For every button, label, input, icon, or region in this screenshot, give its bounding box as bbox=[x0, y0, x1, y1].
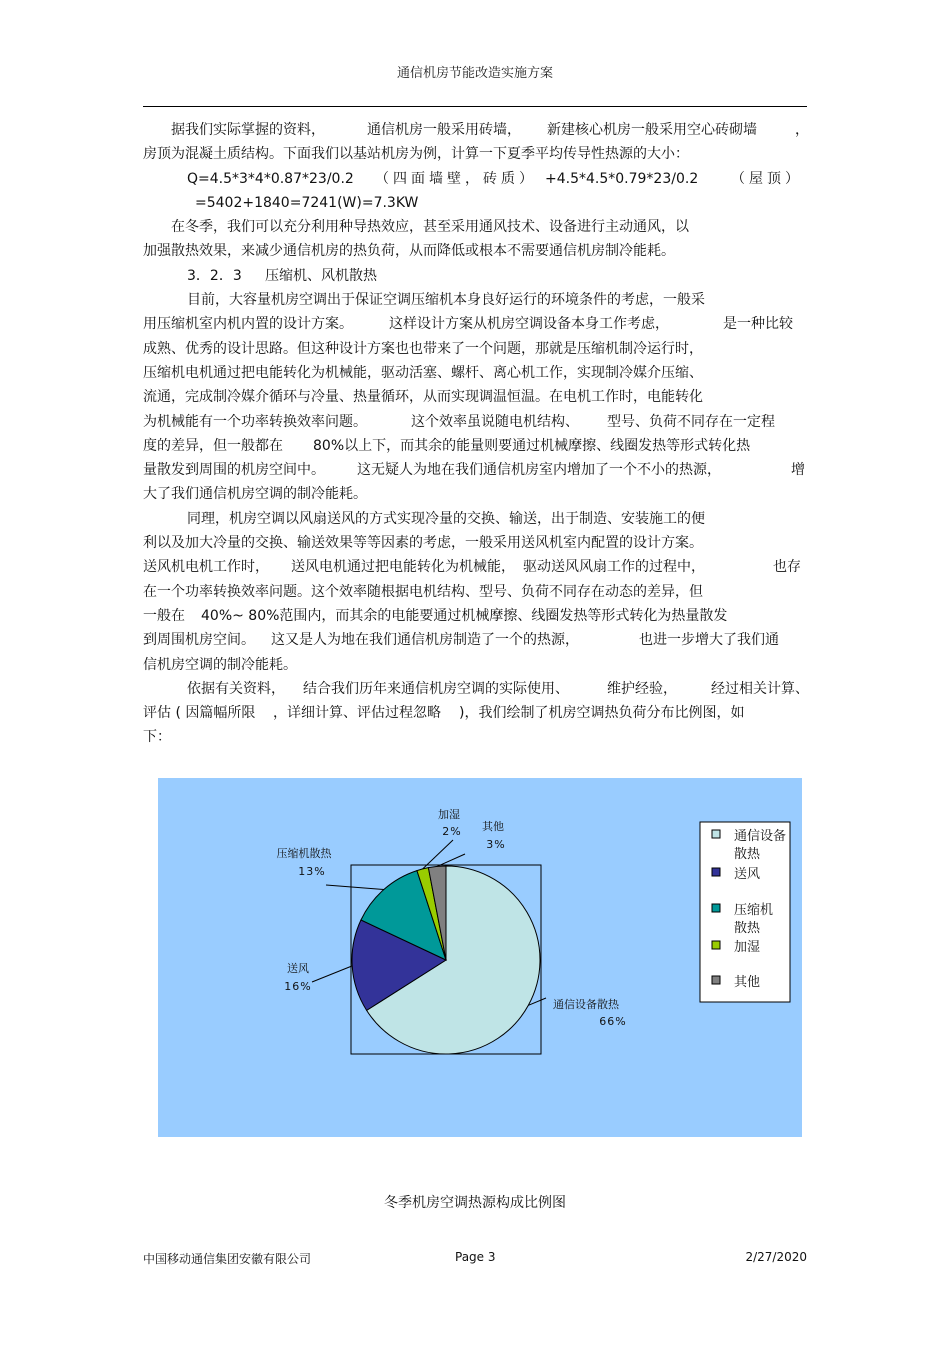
text-run: ， bbox=[795, 122, 809, 138]
text-run: )，我们绘制了机房空调热负荷分布比例图，如 bbox=[459, 705, 745, 722]
text-run: 这又是人为地在我们通信机房制造了一个的热源， bbox=[271, 632, 579, 649]
paragraph-line: 利以及加大冷量的交换、输送效果等等因素的考虑，一般采用送风机室内配置的设计方案。 bbox=[143, 535, 703, 552]
text-run: 依据有关资料， bbox=[187, 680, 285, 697]
paragraph-line bbox=[143, 677, 807, 701]
paragraph-line bbox=[143, 555, 807, 579]
legend-label: 通信设备散热 bbox=[734, 829, 787, 862]
paragraph-line: 流通，完成制冷媒介循环与冷量、热量循环，从而实现调温恒温。在电机工作时，电能转化 bbox=[143, 389, 703, 406]
legend-label: 其他 bbox=[734, 975, 761, 990]
text-run: 评估 ( 因篇幅所限 bbox=[143, 705, 256, 722]
text-run: 这个效率虽说随电机结构、 bbox=[411, 413, 579, 430]
text-run: ，详细计算、评估过程忽略 bbox=[273, 705, 441, 722]
data-label-percent: 2% bbox=[442, 825, 462, 838]
pie-chart bbox=[158, 778, 802, 1137]
section-number: 3．2．3 bbox=[187, 267, 242, 284]
data-label-category: 压缩机散热 bbox=[276, 847, 332, 860]
data-label-percent: 13% bbox=[298, 865, 326, 878]
text-run: 用压缩机室内机内置的设计方案。 bbox=[143, 316, 353, 333]
paragraph-line: 成熟、优秀的设计思路。但这种设计方案也也带来了一个问题，那就是压缩机制冷运行时， bbox=[143, 340, 703, 357]
text-run: 为机械能有一个功率转换效率问题。 bbox=[143, 413, 367, 430]
paragraph-line: 同理，机房空调以风扇送风的方式实现冷量的交换、输送，出于制造、安装施工的便 bbox=[187, 510, 705, 527]
formula-text: +4.5*4.5*0.79*23/0.2 bbox=[545, 170, 699, 187]
document-body bbox=[143, 118, 807, 750]
legend-swatch bbox=[712, 976, 720, 984]
paragraph-line: 信机房空调的制冷能耗。 bbox=[143, 656, 297, 673]
text-run: 一般在 bbox=[143, 607, 185, 624]
paragraph-line: 在冬季，我们可以充分利用种导热效应，甚至采用通风技术、设备进行主动通风，以 bbox=[171, 219, 689, 236]
data-label-category: 通信设备散热 bbox=[553, 998, 619, 1011]
text-run: 通信机房一般采用砖墙， bbox=[367, 122, 521, 138]
leader-line bbox=[326, 885, 384, 890]
paragraph-line: 目前，大容量机房空调出于保证空调压缩机本身良好运行的环境条件的考虑，一般采 bbox=[187, 292, 705, 309]
paragraph-line: 加强散热效果，来减少通信机房的热负荷，从而降低或根本不需要通信机房制冷能耗。 bbox=[143, 243, 675, 260]
paragraph-line bbox=[143, 118, 807, 142]
legend-swatch bbox=[712, 941, 720, 949]
text-run: 到周围机房空间。 bbox=[143, 632, 255, 649]
formula-text: （屋顶） bbox=[731, 170, 803, 187]
text-run: 型号、负荷不同存在一定程 bbox=[607, 413, 775, 430]
paragraph-line: 房顶为混凝土质结构。下面我们以基站机房为例，计算一下夏季平均传导性热源的大小： bbox=[143, 146, 689, 163]
footer-company: 中国移动通信集团安徽有限公司 bbox=[143, 1252, 312, 1266]
paragraph-line bbox=[143, 434, 807, 458]
data-label-percent: 66% bbox=[599, 1015, 627, 1028]
text-run: 结合我们历年来通信机房空调的实际使用、 bbox=[303, 680, 569, 697]
text-run: 40%~ 80%范围内，而其余的电能要通过机械摩擦、线圈发热等形式转化为热量散发 bbox=[201, 607, 728, 624]
footer-date: 2/27/2020 bbox=[745, 1250, 807, 1264]
formula-text: Q=4.5*3*4*0.87*23/0.2 bbox=[187, 170, 354, 187]
paragraph-line bbox=[143, 701, 807, 725]
legend-swatch bbox=[712, 904, 720, 912]
paragraph-line bbox=[143, 410, 807, 434]
data-label-category: 送风 bbox=[287, 962, 309, 975]
text-run: 量散发到周围的机房空间中。 bbox=[143, 462, 325, 479]
formula-line bbox=[143, 167, 807, 191]
text-run: 送风电机通过把电能转化为机械能， bbox=[291, 559, 515, 576]
leader-line bbox=[312, 966, 352, 982]
figure-caption: 冬季机房空调热源构成比例图 bbox=[384, 1195, 566, 1211]
paragraph-line bbox=[143, 604, 807, 628]
pie-chart-figure bbox=[158, 778, 802, 1137]
text-run: 据我们实际掌握的资料， bbox=[171, 122, 325, 138]
text-run: 驱动送风风扇工作的过程中， bbox=[523, 559, 705, 576]
text-run: 是一种比较 bbox=[723, 316, 793, 333]
legend-label: 压缩机散热 bbox=[734, 903, 774, 936]
paragraph-line: 下： bbox=[143, 729, 171, 746]
text-run: 也存 bbox=[773, 559, 801, 576]
footer-page-number: Page 3 bbox=[455, 1250, 496, 1264]
paragraph-line bbox=[143, 458, 807, 482]
text-run: 也进一步增大了我们通 bbox=[639, 632, 779, 649]
section-heading bbox=[143, 264, 807, 288]
section-title: 压缩机、风机散热 bbox=[265, 267, 377, 284]
text-run: 送风机电机工作时， bbox=[143, 559, 269, 576]
legend-label: 送风 bbox=[734, 867, 761, 882]
page-header: 通信机房节能改造实施方案 bbox=[396, 66, 553, 81]
data-label-category: 加湿 bbox=[438, 808, 460, 821]
formula-text: （四面墙壁，砖质） bbox=[375, 170, 537, 187]
text-run: 经过相关计算、 bbox=[711, 680, 809, 697]
data-label-percent: 16% bbox=[284, 980, 312, 993]
data-label-category: 其他 bbox=[482, 820, 504, 833]
text-run: 这无疑人为地在我们通信机房室内增加了一个不小的热源， bbox=[357, 462, 721, 479]
paragraph-line bbox=[143, 312, 807, 336]
pie-slices bbox=[352, 866, 540, 1054]
text-run: 80%以上下，而其余的能量则要通过机械摩擦、线圈发热等形式转化热 bbox=[313, 437, 751, 454]
data-label-percent: 3% bbox=[486, 838, 506, 851]
legend-swatch bbox=[712, 868, 720, 876]
paragraph-line: 大了我们通信机房空调的制冷能耗。 bbox=[143, 486, 367, 503]
paragraph-line: 在一个功率转换效率问题。这个效率随根据电机结构、型号、负荷不同存在动态的差异，但 bbox=[143, 583, 703, 600]
text-run: 增 bbox=[791, 462, 805, 479]
text-run: 度的差异，但一般都在 bbox=[143, 437, 283, 454]
paragraph-line bbox=[143, 628, 807, 652]
header-divider bbox=[143, 106, 807, 107]
paragraph-line: 压缩机电机通过把电能转化为机械能，驱动活塞、螺杆、离心机工作，实现制冷媒介压缩、 bbox=[143, 364, 703, 381]
legend-label: 加湿 bbox=[734, 940, 761, 955]
legend-swatch bbox=[712, 830, 720, 838]
formula-line: =5402+1840=7241(W)=7.3KW bbox=[195, 194, 419, 211]
text-run: 维护经验， bbox=[607, 680, 677, 697]
text-run: 新建核心机房一般采用空心砖砌墙 bbox=[547, 122, 757, 138]
text-run: 这样设计方案从机房空调设备本身工作考虑， bbox=[389, 316, 669, 333]
